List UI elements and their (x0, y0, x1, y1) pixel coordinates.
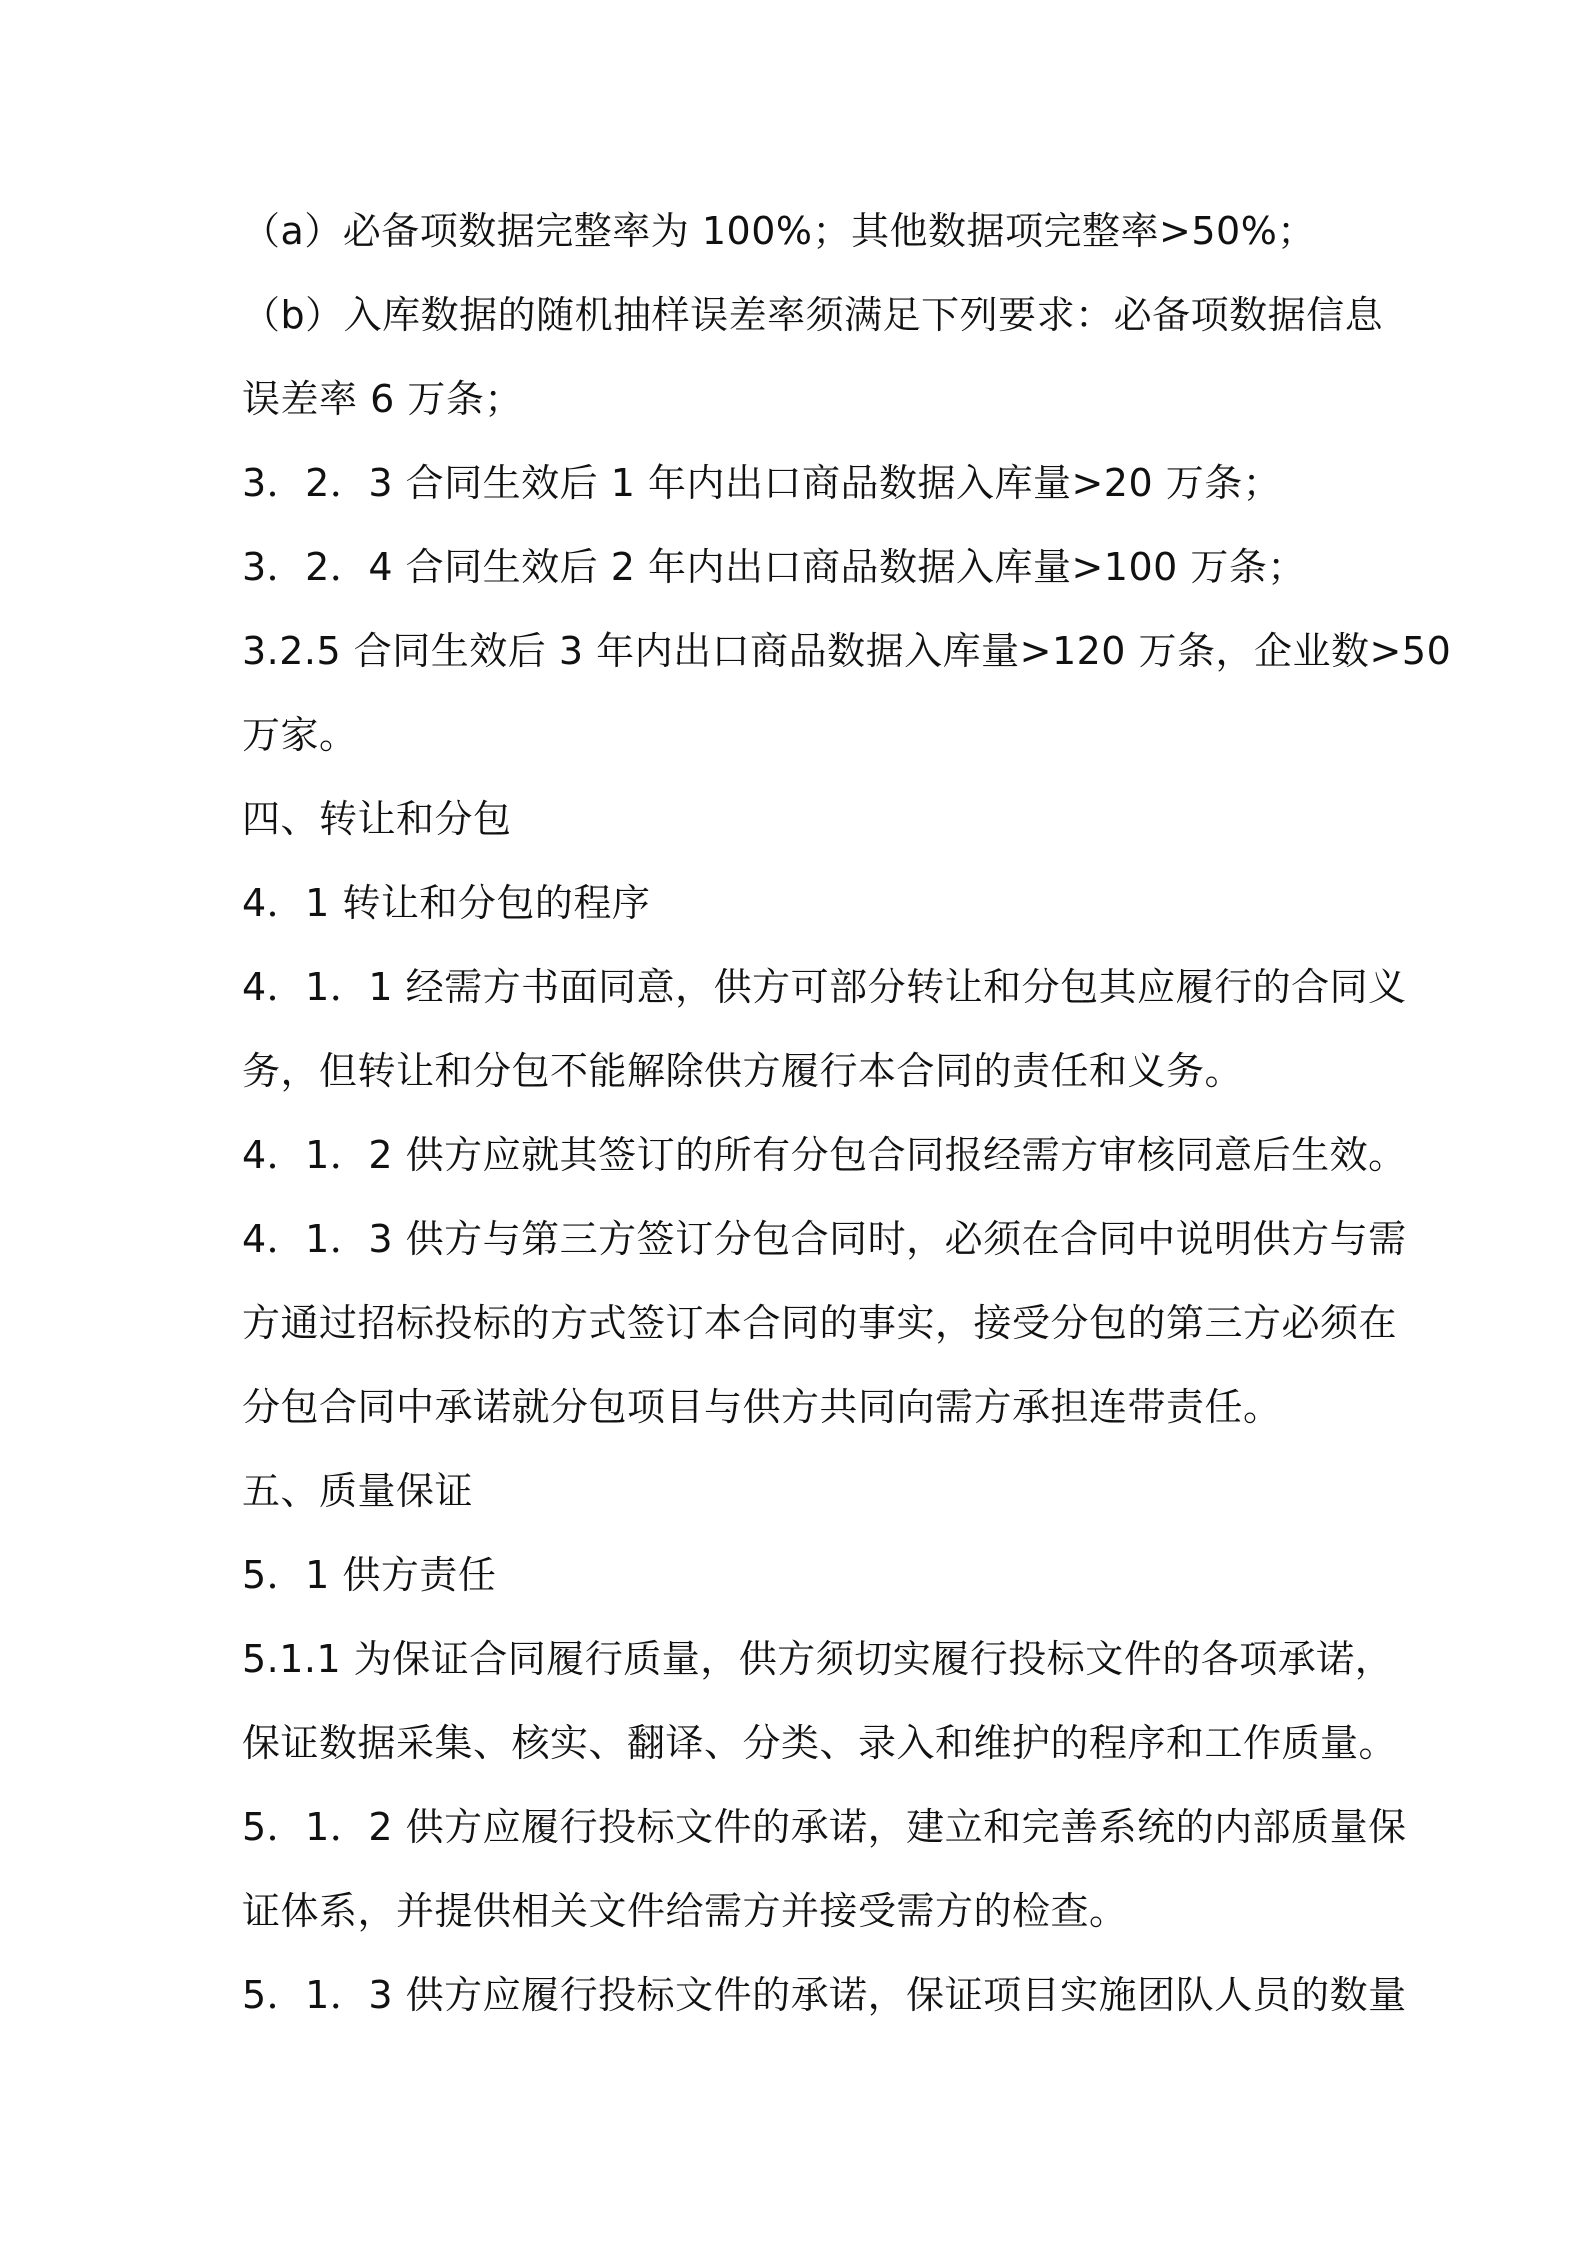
text-line: 5．1．3 供方应履行投标文件的承诺，保证项目实施团队人员的数量 (242, 1973, 1407, 2017)
section-heading: 五、质量保证 (242, 1469, 474, 1513)
text-line: 务，但转让和分包不能解除供方履行本合同的责任和义务。 (242, 1049, 1244, 1093)
text-line: 4．1．1 经需方书面同意，供方可部分转让和分包其应履行的合同义 (242, 965, 1407, 1009)
text-line: 3．2．4 合同生效后 2 年内出口商品数据入库量>100 万条； (242, 545, 1306, 589)
text-line: 4．1．3 供方与第三方签订分包合同时，必须在合同中说明供方与需 (242, 1217, 1407, 1261)
subsection-heading: 5．1 供方责任 (242, 1553, 497, 1597)
text-line: （b）入库数据的随机抽样误差率须满足下列要求：必备项数据信息 (242, 293, 1384, 337)
text-line: 5.1.1 为保证合同履行质量，供方须切实履行投标文件的各项承诺， (242, 1637, 1394, 1681)
text-line: 方通过招标投标的方式签订本合同的事实，接受分包的第三方必须在 (242, 1301, 1398, 1345)
text-line: 分包合同中承诺就分包项目与供方共同向需方承担连带责任。 (242, 1385, 1282, 1429)
section-heading: 四、转让和分包 (242, 797, 512, 841)
subsection-heading: 4．1 转让和分包的程序 (242, 881, 651, 925)
text-line: 5．1．2 供方应履行投标文件的承诺，建立和完善系统的内部质量保 (242, 1805, 1407, 1849)
text-line: 误差率 6 万条； (242, 377, 523, 421)
text-line: 证体系，并提供相关文件给需方并接受需方的检查。 (242, 1889, 1128, 1933)
text-line: 万家。 (242, 713, 358, 757)
text-line: 3.2.5 合同生效后 3 年内出口商品数据入库量>120 万条，企业数>50 (242, 629, 1452, 673)
text-line: 3．2．3 合同生效后 1 年内出口商品数据入库量>20 万条； (242, 461, 1282, 505)
text-line: （a）必备项数据完整率为 100%；其他数据项完整率>50%； (242, 209, 1316, 253)
text-line: 4．1．2 供方应就其签订的所有分包合同报经需方审核同意后生效。 (242, 1133, 1407, 1177)
text-line: 保证数据采集、核实、翻译、分类、录入和维护的程序和工作质量。 (242, 1721, 1398, 1765)
